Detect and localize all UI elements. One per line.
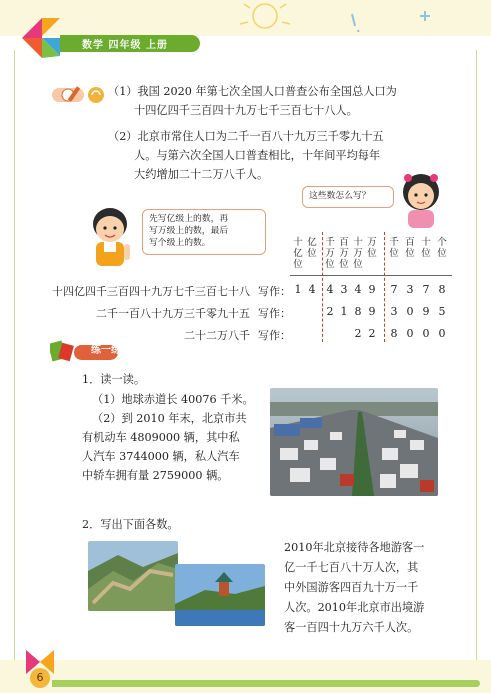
digit-r0-c1: 4: [308, 283, 316, 296]
page-number: 6: [30, 668, 50, 688]
digit-r1-c3: 1: [340, 305, 348, 318]
q2-line2: 人。与第六次全国人口普查相比，十年间平均每年: [134, 149, 381, 162]
place-header-char: 位: [325, 259, 335, 270]
hint-line3: 写个级上的数。: [149, 238, 211, 248]
digit-r0-c2: 4: [326, 283, 334, 296]
place-header-char: 位: [353, 259, 363, 270]
digit-r2-c6: 8: [390, 327, 398, 340]
question-bubble-right: [302, 186, 394, 208]
frame-right: [476, 50, 477, 660]
digit-r0-c0: 1: [294, 283, 302, 296]
ex1-b4: 中轿车拥有量 2759000 辆。: [82, 469, 229, 482]
digit-r0-c9: 8: [438, 283, 446, 296]
place-header-char: 千: [325, 237, 335, 248]
place-header-char: 位: [339, 259, 349, 270]
place-header-1: [307, 237, 317, 259]
place-header-char: 位: [405, 248, 415, 259]
ex2-title: 2．写出下面各数。: [82, 518, 179, 531]
ex2-line4: 人次。2010年北京市出境游: [284, 601, 425, 614]
sep-yi-wan: [322, 232, 323, 342]
place-header-char: 位: [421, 248, 431, 259]
digit-r2-c7: 0: [406, 327, 414, 340]
digit-r1-c4: 8: [354, 305, 362, 318]
frame-left: [14, 50, 15, 660]
girl-illustration: [396, 170, 448, 228]
ex1-a: （1）地球赤道长 40076 千米。: [92, 393, 254, 406]
practice-badge-label: 练一练: [91, 345, 121, 356]
ex1-b1: （2）到 2010 年末，北京市共: [92, 412, 247, 425]
ex1-title: 1．读一读。: [82, 373, 146, 386]
digit-r0-c6: 7: [390, 283, 398, 296]
digit-r0-c5: 9: [368, 283, 376, 296]
q2-line3: 大约增加二十二万八千人。: [134, 168, 269, 181]
traffic-photo: [270, 388, 438, 496]
place-header-char: 亿: [293, 248, 303, 259]
place-header-char: 位: [389, 248, 399, 259]
place-header-char: 万: [367, 237, 377, 248]
place-header-char: 十: [353, 237, 363, 248]
place-header-5: [367, 237, 377, 259]
boy-illustration: [80, 204, 142, 270]
digit-r1-c5: 9: [368, 305, 376, 318]
place-header-char: 万: [325, 248, 335, 259]
place-header-0: [293, 237, 303, 270]
ex2-line1: 2010年北京接待各地游客一: [284, 541, 425, 554]
hint-line1: 先写亿级上的数，再: [149, 214, 229, 224]
place-header-char: 亿: [307, 237, 317, 248]
number-words-1: 二千一百八十九万三千零九十五: [96, 307, 250, 320]
digit-r2-c8: 0: [422, 327, 430, 340]
digit-r1-c9: 5: [438, 305, 446, 318]
digit-r0-c7: 3: [406, 283, 414, 296]
place-header-char: 百: [405, 237, 415, 248]
digit-r2-c5: 2: [368, 327, 376, 340]
place-header-char: 位: [437, 248, 447, 259]
place-header-char: 十: [293, 237, 303, 248]
question-text: 这些数怎么写？: [309, 191, 371, 201]
digit-r0-c3: 3: [340, 283, 348, 296]
number-words-0: 十四亿四千三百四十九万七千三百七十八: [52, 285, 250, 298]
digit-r2-c9: 0: [438, 327, 446, 340]
hint-line2: 写万级上的数，最后: [149, 226, 229, 236]
place-header-7: [405, 237, 415, 259]
footer-band: [0, 660, 491, 693]
q1-line2: 十四亿四千三百四十九万七千三百七十八人。: [134, 104, 358, 117]
hint-bubble-left: [142, 209, 266, 255]
digit-r2-c4: 2: [354, 327, 362, 340]
footer-bar: [52, 680, 480, 687]
place-header-char: 位: [367, 248, 377, 259]
number-words-2: 二十二万八千: [184, 329, 250, 342]
place-header-char: 千: [389, 237, 399, 248]
place-header-9: [437, 237, 447, 259]
write-label-1: 写作：: [258, 307, 291, 320]
table-header-rule: [290, 275, 452, 276]
ex1-b3: 人汽车 3744000 辆，私人汽车: [82, 450, 240, 463]
digit-r1-c6: 3: [390, 305, 398, 318]
ex1-b2: 有机动车 4809000 辆，其中私: [82, 431, 240, 444]
place-header-char: 位: [307, 248, 317, 259]
great-wall-photo: [88, 541, 178, 611]
place-header-2: [325, 237, 335, 270]
place-header-char: 位: [293, 259, 303, 270]
sep-wan-ge: [384, 232, 385, 342]
digit-r1-c8: 9: [422, 305, 430, 318]
place-header-char: 百: [339, 237, 349, 248]
digit-r1-c2: 2: [326, 305, 334, 318]
write-label-2: 写作：: [258, 329, 291, 342]
sun-doodle-icon: [220, 2, 480, 42]
header-title: 数学 四年级 上册: [82, 40, 168, 51]
ex2-line5: 客一百四十九万六千人次。: [284, 621, 419, 634]
digit-r1-c7: 0: [406, 305, 414, 318]
place-header-char: 万: [353, 248, 363, 259]
place-header-4: [353, 237, 363, 270]
summer-palace-photo: [175, 564, 265, 626]
place-header-3: [339, 237, 349, 270]
digit-r0-c8: 7: [422, 283, 430, 296]
place-header-char: 个: [437, 237, 447, 248]
place-header-char: 十: [421, 237, 431, 248]
ex2-line3: 中外国游客四百九十万一千: [284, 581, 419, 594]
ex2-line2: 亿一千七百八十万人次，其: [284, 561, 419, 574]
q1-line1: （1）我国 2020 年第七次全国人口普查公布全国总人口为: [108, 85, 397, 98]
digit-r0-c4: 4: [354, 283, 362, 296]
place-header-6: [389, 237, 399, 259]
q2-line1: （2）北京市常住人口为二千一百八十九万三千零九十五: [108, 130, 384, 143]
place-header-char: 万: [339, 248, 349, 259]
place-header-8: [421, 237, 431, 259]
write-label-0: 写作：: [258, 285, 291, 298]
example-badge-icon: [52, 84, 106, 106]
